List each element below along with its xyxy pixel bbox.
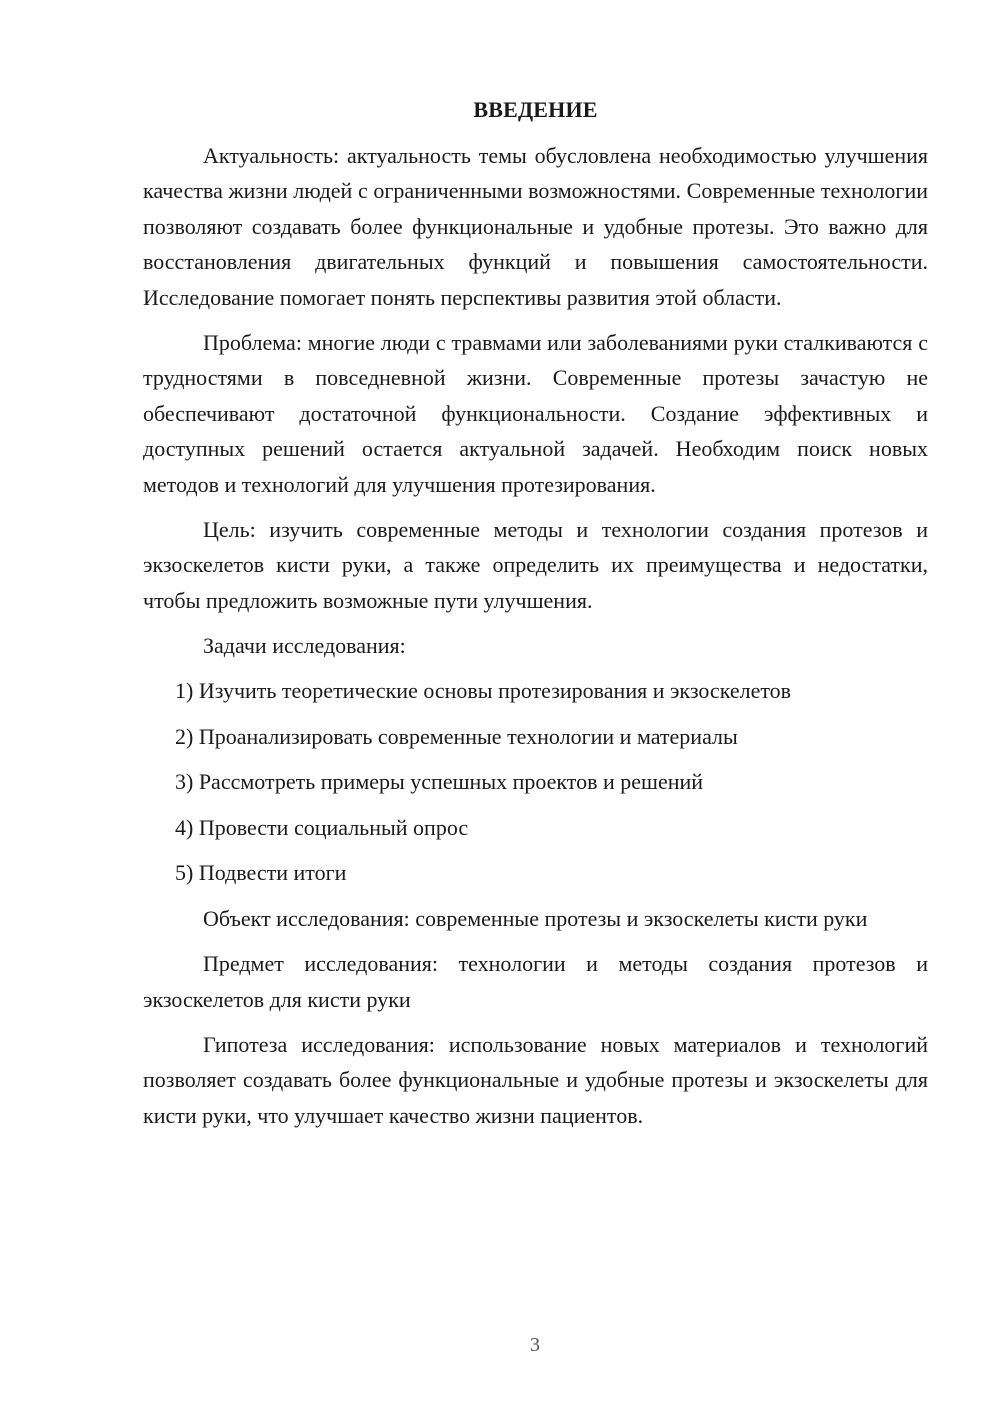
list-item: 1) Изучить теоретические основы протезирования и экзоскелетов <box>175 678 792 704</box>
tasks-heading: Задачи исследования: <box>203 633 406 659</box>
page-number: 3 <box>530 1334 540 1356</box>
list-item: 2) Проанализировать современные технологии и материалы <box>175 723 738 749</box>
list-item: 4) Провести социальный опрос <box>175 814 469 840</box>
paragraph-hypothesis: Гипотеза исследования: использование новых материалов и технологий позволяет создавать более функциональные и удобные протезы и экзоскелеты для кисти руки, что улучшает качество жизни пациентов. <box>143 1032 928 1128</box>
list-item: 3) Рассмотреть примеры успешных проектов и решений <box>175 769 704 795</box>
paragraph-problem: Проблема: многие люди с травмами или заболеваниями руки сталкиваются с трудностями в повседневной жизни. Современные протезы зачастую не обеспечивают достаточной функциональности. Создание эффективных и доступных решений остается актуальной задачей. Необходим поиск новых методов и технологий для улучшения протезирования. <box>143 330 928 497</box>
list-item: 5) Подвести итоги <box>175 860 347 886</box>
document-page <box>143 94 928 1143</box>
paragraph-goal: Цель: изучить современные методы и технологии создания протезов и экзоскелетов кисти руки, а также определить их преимущества и недостатки, чтобы предложить возможные пути улучшения. <box>143 517 928 613</box>
task-list <box>143 673 928 890</box>
paragraph-subject: Предмет исследования: технологии и методы создания протезов и экзоскелетов для кисти руки <box>143 951 928 1012</box>
paragraph-relevance: Актуальность: актуальность темы обусловлена необходимостью улучшения качества жизни людей с ограниченными возможностями. Современные технологии позволяют создавать более функциональные и удобные протезы. Это важно для восстановления двигательных функций и повышения самостоятельности. Исследование помогает понять перспективы развития этой области. <box>143 143 928 310</box>
page-title: ВВЕДЕНИЕ <box>473 97 598 122</box>
paragraph-object: Объект исследования: современные протезы и экзоскелеты кисти руки <box>203 905 868 931</box>
